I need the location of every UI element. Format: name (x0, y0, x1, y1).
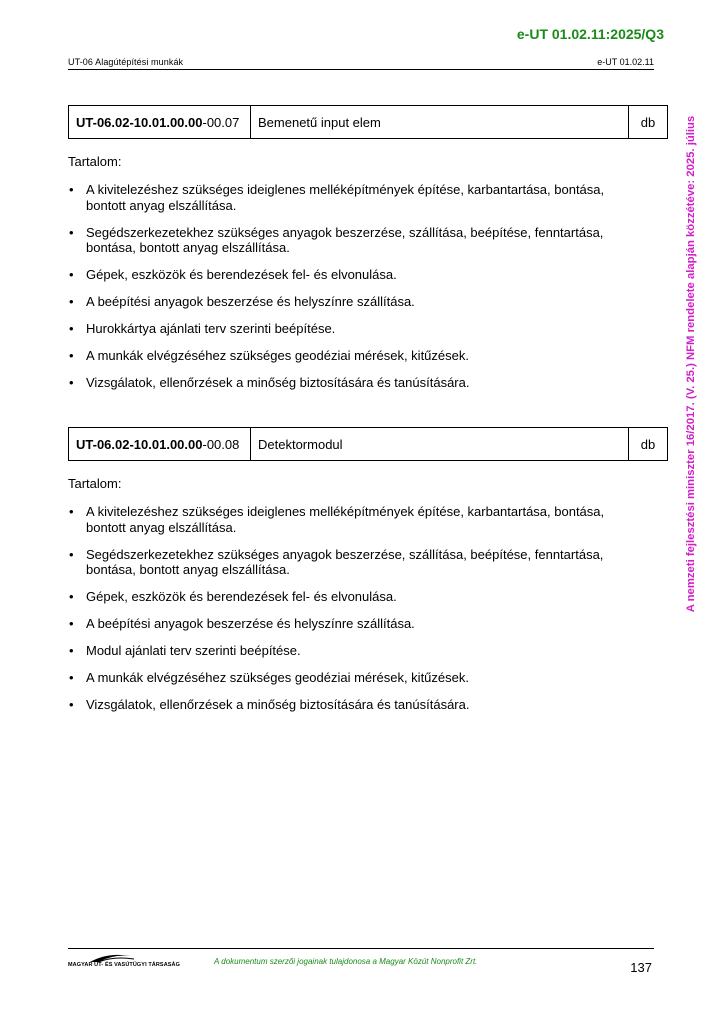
content-label-1: Tartalom: (68, 154, 122, 169)
item-name-cell: Detektormodul (251, 428, 629, 460)
document-code: e-UT 01.02.11:2025/Q3 (516, 26, 664, 42)
header-rule (68, 69, 654, 70)
header-chapter-title: UT-06 Alagútépítési munkák (68, 57, 184, 67)
list-item: • Vizsgálatok, ellenőrzések a minőség biztosítására és tanúsítására. (68, 375, 628, 391)
footer-rule (68, 948, 654, 949)
list-item: • Gépek, eszközök és berendezések fel- és elvonulása. (68, 267, 628, 283)
header-standard-code: e-UT 01.02.11 (597, 57, 654, 67)
item-code-suffix: -00.07 (202, 114, 240, 130)
page-number: 137 (630, 960, 652, 975)
list-item: • A munkák elvégzéséhez szükséges geodéziai mérések, kitűzések. (68, 670, 628, 686)
content-list-2 (68, 504, 628, 724)
content-label-2: Tartalom: (68, 476, 122, 491)
item-code-main: UT-06.02-10.01.00.00 (76, 436, 203, 452)
running-header (68, 57, 654, 67)
item-unit-cell: db (640, 114, 656, 130)
list-item: • A beépítési anyagok beszerzése és helyszínre szállítása. (68, 616, 628, 632)
list-item: • Hurokkártya ajánlati terv szerinti beépítése. (68, 321, 628, 337)
item-table-1 (68, 105, 668, 139)
item-unit-cell: db (640, 436, 656, 452)
item-name-cell: Bemenetű input elem (251, 106, 629, 138)
item-code-cell (69, 106, 251, 138)
side-publication-note-text: A nemzeti fejlesztési miniszter 16/2017. (V. 25.) NFM rendelete alapján közzétéve: 2025. július (685, 115, 697, 613)
list-item: • Segédszerkezetekhez szükséges anyagok beszerzése, szállítása, beépítése, fenntartása, bontása, bontott anyag elszállítása. (68, 547, 628, 578)
company-logo-text: MAGYAR ÚT- ÉS VASÚTÜGYI TÁRSASÁG (68, 962, 180, 968)
copyright-note: A dokumentum szerzői jogainak tulajdonosa a Magyar Közút Nonprofit Zrt. (214, 957, 478, 966)
item-table-2 (68, 427, 668, 461)
item-code-main: UT-06.02-10.01.00.00 (76, 114, 203, 130)
list-item: • Modul ajánlati terv szerinti beépítése. (68, 643, 628, 659)
list-item: • Segédszerkezetekhez szükséges anyagok beszerzése, szállítása, beépítése, fenntartása, bontása, bontott anyag elszállítása. (68, 225, 628, 256)
list-item: • A kivitelezéshez szükséges ideiglenes melléképítmények építése, karbantartása, bontása, bontott anyag elszállítása. (68, 182, 628, 213)
item-code-cell (69, 428, 251, 460)
item-code-suffix: -00.08 (202, 436, 240, 452)
side-publication-note (683, 95, 699, 633)
list-item: • A beépítési anyagok beszerzése és helyszínre szállítása. (68, 294, 628, 310)
list-item: • Vizsgálatok, ellenőrzések a minőség biztosítására és tanúsítására. (68, 697, 628, 713)
list-item: • A munkák elvégzéséhez szükséges geodéziai mérések, kitűzések. (68, 348, 628, 364)
list-item: • A kivitelezéshez szükséges ideiglenes melléképítmények építése, karbantartása, bontása, bontott anyag elszállítása. (68, 504, 628, 535)
list-item: • Gépek, eszközök és berendezések fel- és elvonulása. (68, 589, 628, 605)
content-list-1 (68, 182, 628, 402)
